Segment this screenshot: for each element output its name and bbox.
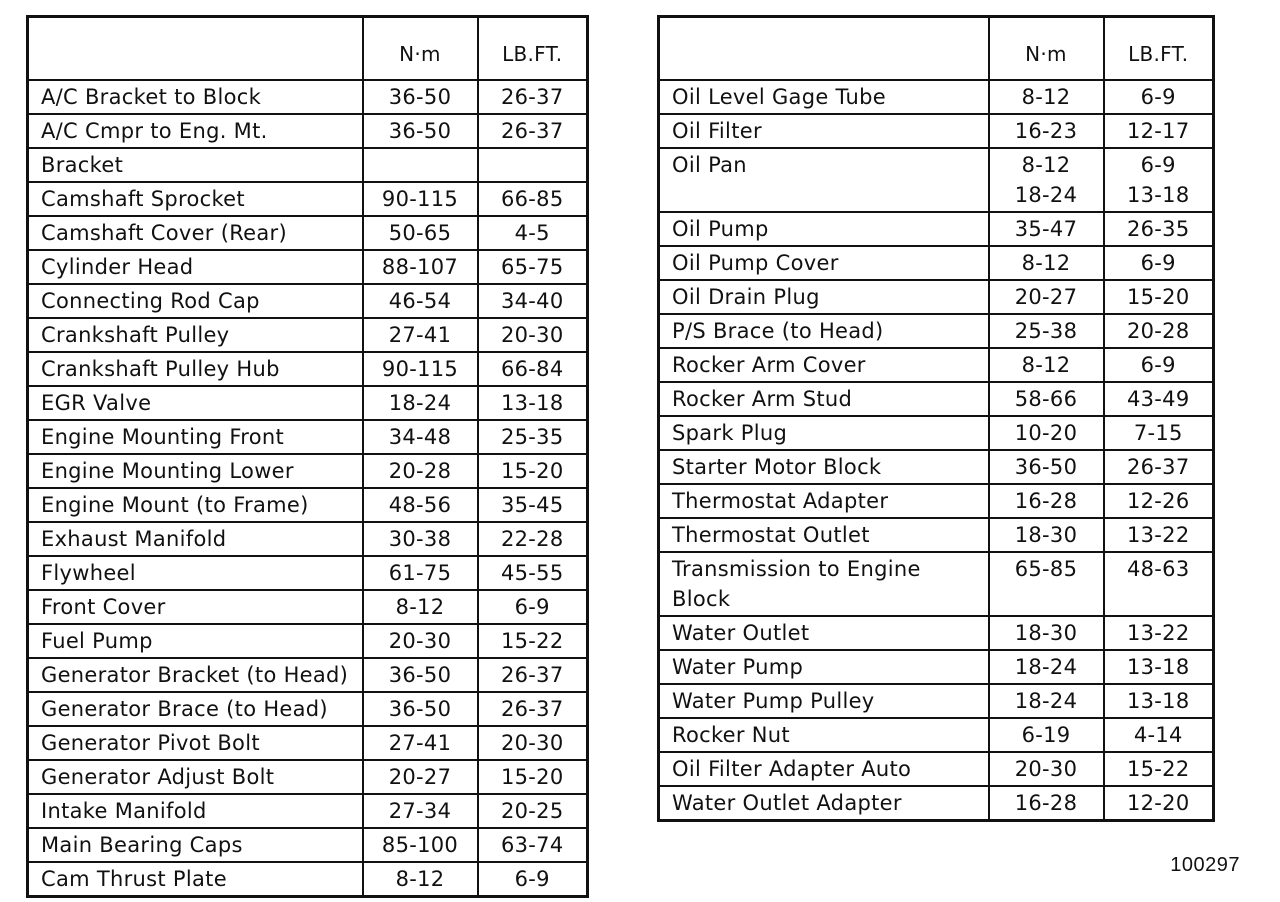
value-lbft: 15-22: [478, 624, 588, 658]
value-lbft: 20-28: [1104, 314, 1214, 348]
value-nm: 36-50: [363, 658, 478, 692]
table-row: [659, 212, 1214, 246]
item-name: Exhaust Manifold: [28, 522, 363, 556]
item-name: Cam Thrust Plate: [28, 862, 363, 897]
value-nm: 10-20: [989, 416, 1104, 450]
table-row: [659, 314, 1214, 348]
table-row: [28, 522, 588, 556]
item-name: A/C Bracket to Block: [28, 80, 363, 114]
value-nm-line-2: 18-24: [1014, 183, 1078, 207]
item-name: Oil Filter Adapter Auto: [659, 752, 989, 786]
value-lbft: [1104, 148, 1214, 212]
item-name-line-2: Block: [672, 587, 731, 611]
torque-table-left: [26, 15, 589, 898]
value-lbft: 34-40: [478, 284, 588, 318]
value-nm-line: 8-12: [1021, 153, 1071, 177]
value-nm: 88-107: [363, 250, 478, 284]
value-nm: 8-12: [363, 590, 478, 624]
table-row: [659, 246, 1214, 280]
value-lbft: 13-22: [1104, 616, 1214, 650]
value-lbft: 26-37: [478, 114, 588, 148]
value-lbft: 20-25: [478, 794, 588, 828]
item-name: Crankshaft Pulley: [28, 318, 363, 352]
value-nm: 90-115: [363, 352, 478, 386]
item-name: Generator Pivot Bolt: [28, 726, 363, 760]
item-name: Main Bearing Caps: [28, 828, 363, 862]
value-nm: 36-50: [363, 114, 478, 148]
item-name: Water Outlet: [659, 616, 989, 650]
value-lbft: 6-9: [1104, 348, 1214, 382]
value-nm: 36-50: [363, 80, 478, 114]
item-name: Water Outlet Adapter: [659, 786, 989, 821]
table-header-row: [659, 17, 1214, 81]
table-row: [659, 280, 1214, 314]
value-nm: 18-24: [989, 650, 1104, 684]
value-lbft: 4-14: [1104, 718, 1214, 752]
value-nm: 20-30: [363, 624, 478, 658]
value-nm: 58-66: [989, 382, 1104, 416]
item-name: Crankshaft Pulley Hub: [28, 352, 363, 386]
table-row: [659, 752, 1214, 786]
table-row: [28, 760, 588, 794]
value-lbft: [478, 148, 588, 182]
figure-reference-code: 100297: [1170, 854, 1240, 876]
value-nm: 36-50: [989, 450, 1104, 484]
value-lbft: 26-37: [478, 80, 588, 114]
item-name: Rocker Arm Cover: [659, 348, 989, 382]
value-nm: 34-48: [363, 420, 478, 454]
table-row: [659, 650, 1214, 684]
value-nm: 25-38: [989, 314, 1104, 348]
item-name: Generator Bracket (to Head): [28, 658, 363, 692]
value-nm: 18-24: [363, 386, 478, 420]
table-row: [28, 624, 588, 658]
table-row: [659, 80, 1214, 114]
header-item-cell: [28, 17, 363, 81]
item-name: Water Pump Pulley: [659, 684, 989, 718]
value-nm: 20-28: [363, 454, 478, 488]
value-nm: 61-75: [363, 556, 478, 590]
table-row: [28, 386, 588, 420]
item-name: P/S Brace (to Head): [659, 314, 989, 348]
item-name: Starter Motor Block: [659, 450, 989, 484]
table-row: [659, 552, 1214, 616]
item-name: Engine Mounting Front: [28, 420, 363, 454]
table-row: [659, 450, 1214, 484]
value-lbft: 66-84: [478, 352, 588, 386]
value-nm: 27-41: [363, 726, 478, 760]
value-nm: 20-27: [363, 760, 478, 794]
value-nm: 18-24: [989, 684, 1104, 718]
item-name: Flywheel: [28, 556, 363, 590]
table-row: [28, 692, 588, 726]
value-nm: 18-30: [989, 518, 1104, 552]
value-nm: 35-47: [989, 212, 1104, 246]
value-nm: 30-38: [363, 522, 478, 556]
table-row: [659, 382, 1214, 416]
value-nm-line: 65-85: [1014, 557, 1078, 581]
table-row: [659, 684, 1214, 718]
item-name: Oil Pump: [659, 212, 989, 246]
value-nm: 90-115: [363, 182, 478, 216]
table-header-row: [28, 17, 588, 81]
value-nm: 16-28: [989, 786, 1104, 821]
table-row: [659, 718, 1214, 752]
table-row: [659, 114, 1214, 148]
value-nm: 46-54: [363, 284, 478, 318]
table-row: [659, 484, 1214, 518]
table-row: [28, 828, 588, 862]
header-lbft: LB.FT.: [478, 17, 588, 81]
table-row: [28, 454, 588, 488]
item-name: Oil Level Gage Tube: [659, 80, 989, 114]
value-nm: 48-56: [363, 488, 478, 522]
table-row: [28, 250, 588, 284]
table-row: [659, 616, 1214, 650]
item-name: Spark Plug: [659, 416, 989, 450]
value-lbft: 12-26: [1104, 484, 1214, 518]
value-lbft: 26-37: [478, 692, 588, 726]
value-lbft: 22-28: [478, 522, 588, 556]
item-name: EGR Valve: [28, 386, 363, 420]
header-item-cell: [659, 17, 989, 81]
item-name: A/C Cmpr to Eng. Mt.: [28, 114, 363, 148]
value-nm: 27-41: [363, 318, 478, 352]
value-lbft: 15-20: [1104, 280, 1214, 314]
table-row: [659, 518, 1214, 552]
table-row: [659, 148, 1214, 212]
value-lbft: 13-18: [478, 386, 588, 420]
value-lbft: 65-75: [478, 250, 588, 284]
item-name: Generator Brace (to Head): [28, 692, 363, 726]
item-name: Connecting Rod Cap: [28, 284, 363, 318]
value-lbft: 6-9: [478, 590, 588, 624]
value-lbft: 25-35: [478, 420, 588, 454]
value-lbft: 13-22: [1104, 518, 1214, 552]
value-lbft: 35-45: [478, 488, 588, 522]
torque-table-right: [657, 15, 1215, 822]
value-lbft: 26-35: [1104, 212, 1214, 246]
value-nm: 6-19: [989, 718, 1104, 752]
table-row: [28, 794, 588, 828]
item-name-line: Transmission to Engine: [672, 557, 921, 581]
item-name: Generator Adjust Bolt: [28, 760, 363, 794]
item-name: [659, 148, 989, 212]
header-lbft: LB.FT.: [1104, 17, 1214, 81]
item-name: Fuel Pump: [28, 624, 363, 658]
table-row: [659, 416, 1214, 450]
table-row: [28, 114, 588, 148]
header-nm: N·m: [363, 17, 478, 81]
value-lbft: 20-30: [478, 318, 588, 352]
item-name: Camshaft Sprocket: [28, 182, 363, 216]
table-row: [28, 80, 588, 114]
value-nm: 50-65: [363, 216, 478, 250]
value-lbft: 4-5: [478, 216, 588, 250]
table-row: [659, 348, 1214, 382]
item-name: Thermostat Outlet: [659, 518, 989, 552]
value-lbft: 26-37: [1104, 450, 1214, 484]
value-lbft: 6-9: [1104, 246, 1214, 280]
value-lbft: 6-9: [478, 862, 588, 897]
table-row: [28, 590, 588, 624]
value-lbft: 15-20: [478, 760, 588, 794]
table-row: [28, 488, 588, 522]
value-lbft-line: 6-9: [1140, 153, 1176, 177]
value-lbft: 43-49: [1104, 382, 1214, 416]
item-name: Rocker Arm Stud: [659, 382, 989, 416]
value-lbft-line-2: 13-18: [1126, 183, 1190, 207]
value-nm: 8-12: [989, 80, 1104, 114]
value-nm: [989, 148, 1104, 212]
value-nm: 20-27: [989, 280, 1104, 314]
item-name: Engine Mount (to Frame): [28, 488, 363, 522]
item-name: Thermostat Adapter: [659, 484, 989, 518]
item-name: Rocker Nut: [659, 718, 989, 752]
value-lbft: 15-22: [1104, 752, 1214, 786]
value-lbft: 13-18: [1104, 684, 1214, 718]
item-name: Bracket: [28, 148, 363, 182]
value-lbft: 12-20: [1104, 786, 1214, 821]
value-nm: 85-100: [363, 828, 478, 862]
item-name: Oil Pump Cover: [659, 246, 989, 280]
item-name: Front Cover: [28, 590, 363, 624]
value-nm: 8-12: [363, 862, 478, 897]
value-nm: 8-12: [989, 348, 1104, 382]
value-lbft: 12-17: [1104, 114, 1214, 148]
table-row: [28, 182, 588, 216]
value-lbft: 66-85: [478, 182, 588, 216]
value-lbft-line: 48-63: [1126, 557, 1190, 581]
table-row: [28, 216, 588, 250]
item-name: Engine Mounting Lower: [28, 454, 363, 488]
value-nm: 8-12: [989, 246, 1104, 280]
item-name: Camshaft Cover (Rear): [28, 216, 363, 250]
table-row: [659, 786, 1214, 821]
item-name: [659, 552, 989, 616]
value-nm: 27-34: [363, 794, 478, 828]
value-nm: [363, 148, 478, 182]
table-row: [28, 284, 588, 318]
value-nm: [989, 552, 1104, 616]
value-lbft: 15-20: [478, 454, 588, 488]
table-row: [28, 556, 588, 590]
item-name: Water Pump: [659, 650, 989, 684]
value-nm: 16-23: [989, 114, 1104, 148]
item-name: Oil Filter: [659, 114, 989, 148]
value-nm: 36-50: [363, 692, 478, 726]
item-name: Oil Drain Plug: [659, 280, 989, 314]
value-lbft: 20-30: [478, 726, 588, 760]
value-nm: 20-30: [989, 752, 1104, 786]
value-nm: 18-30: [989, 616, 1104, 650]
table-row: [28, 420, 588, 454]
item-name: Intake Manifold: [28, 794, 363, 828]
item-name: Cylinder Head: [28, 250, 363, 284]
value-nm: 16-28: [989, 484, 1104, 518]
header-nm: N·m: [989, 17, 1104, 81]
item-name-line: Oil Pan: [672, 153, 747, 177]
value-lbft: 6-9: [1104, 80, 1214, 114]
table-row: [28, 862, 588, 897]
value-lbft: 13-18: [1104, 650, 1214, 684]
table-row: [28, 148, 588, 182]
table-row: [28, 318, 588, 352]
table-row: [28, 658, 588, 692]
value-lbft: [1104, 552, 1214, 616]
value-lbft: 26-37: [478, 658, 588, 692]
table-row: [28, 726, 588, 760]
table-row: [28, 352, 588, 386]
value-lbft: 7-15: [1104, 416, 1214, 450]
value-lbft: 63-74: [478, 828, 588, 862]
value-lbft: 45-55: [478, 556, 588, 590]
